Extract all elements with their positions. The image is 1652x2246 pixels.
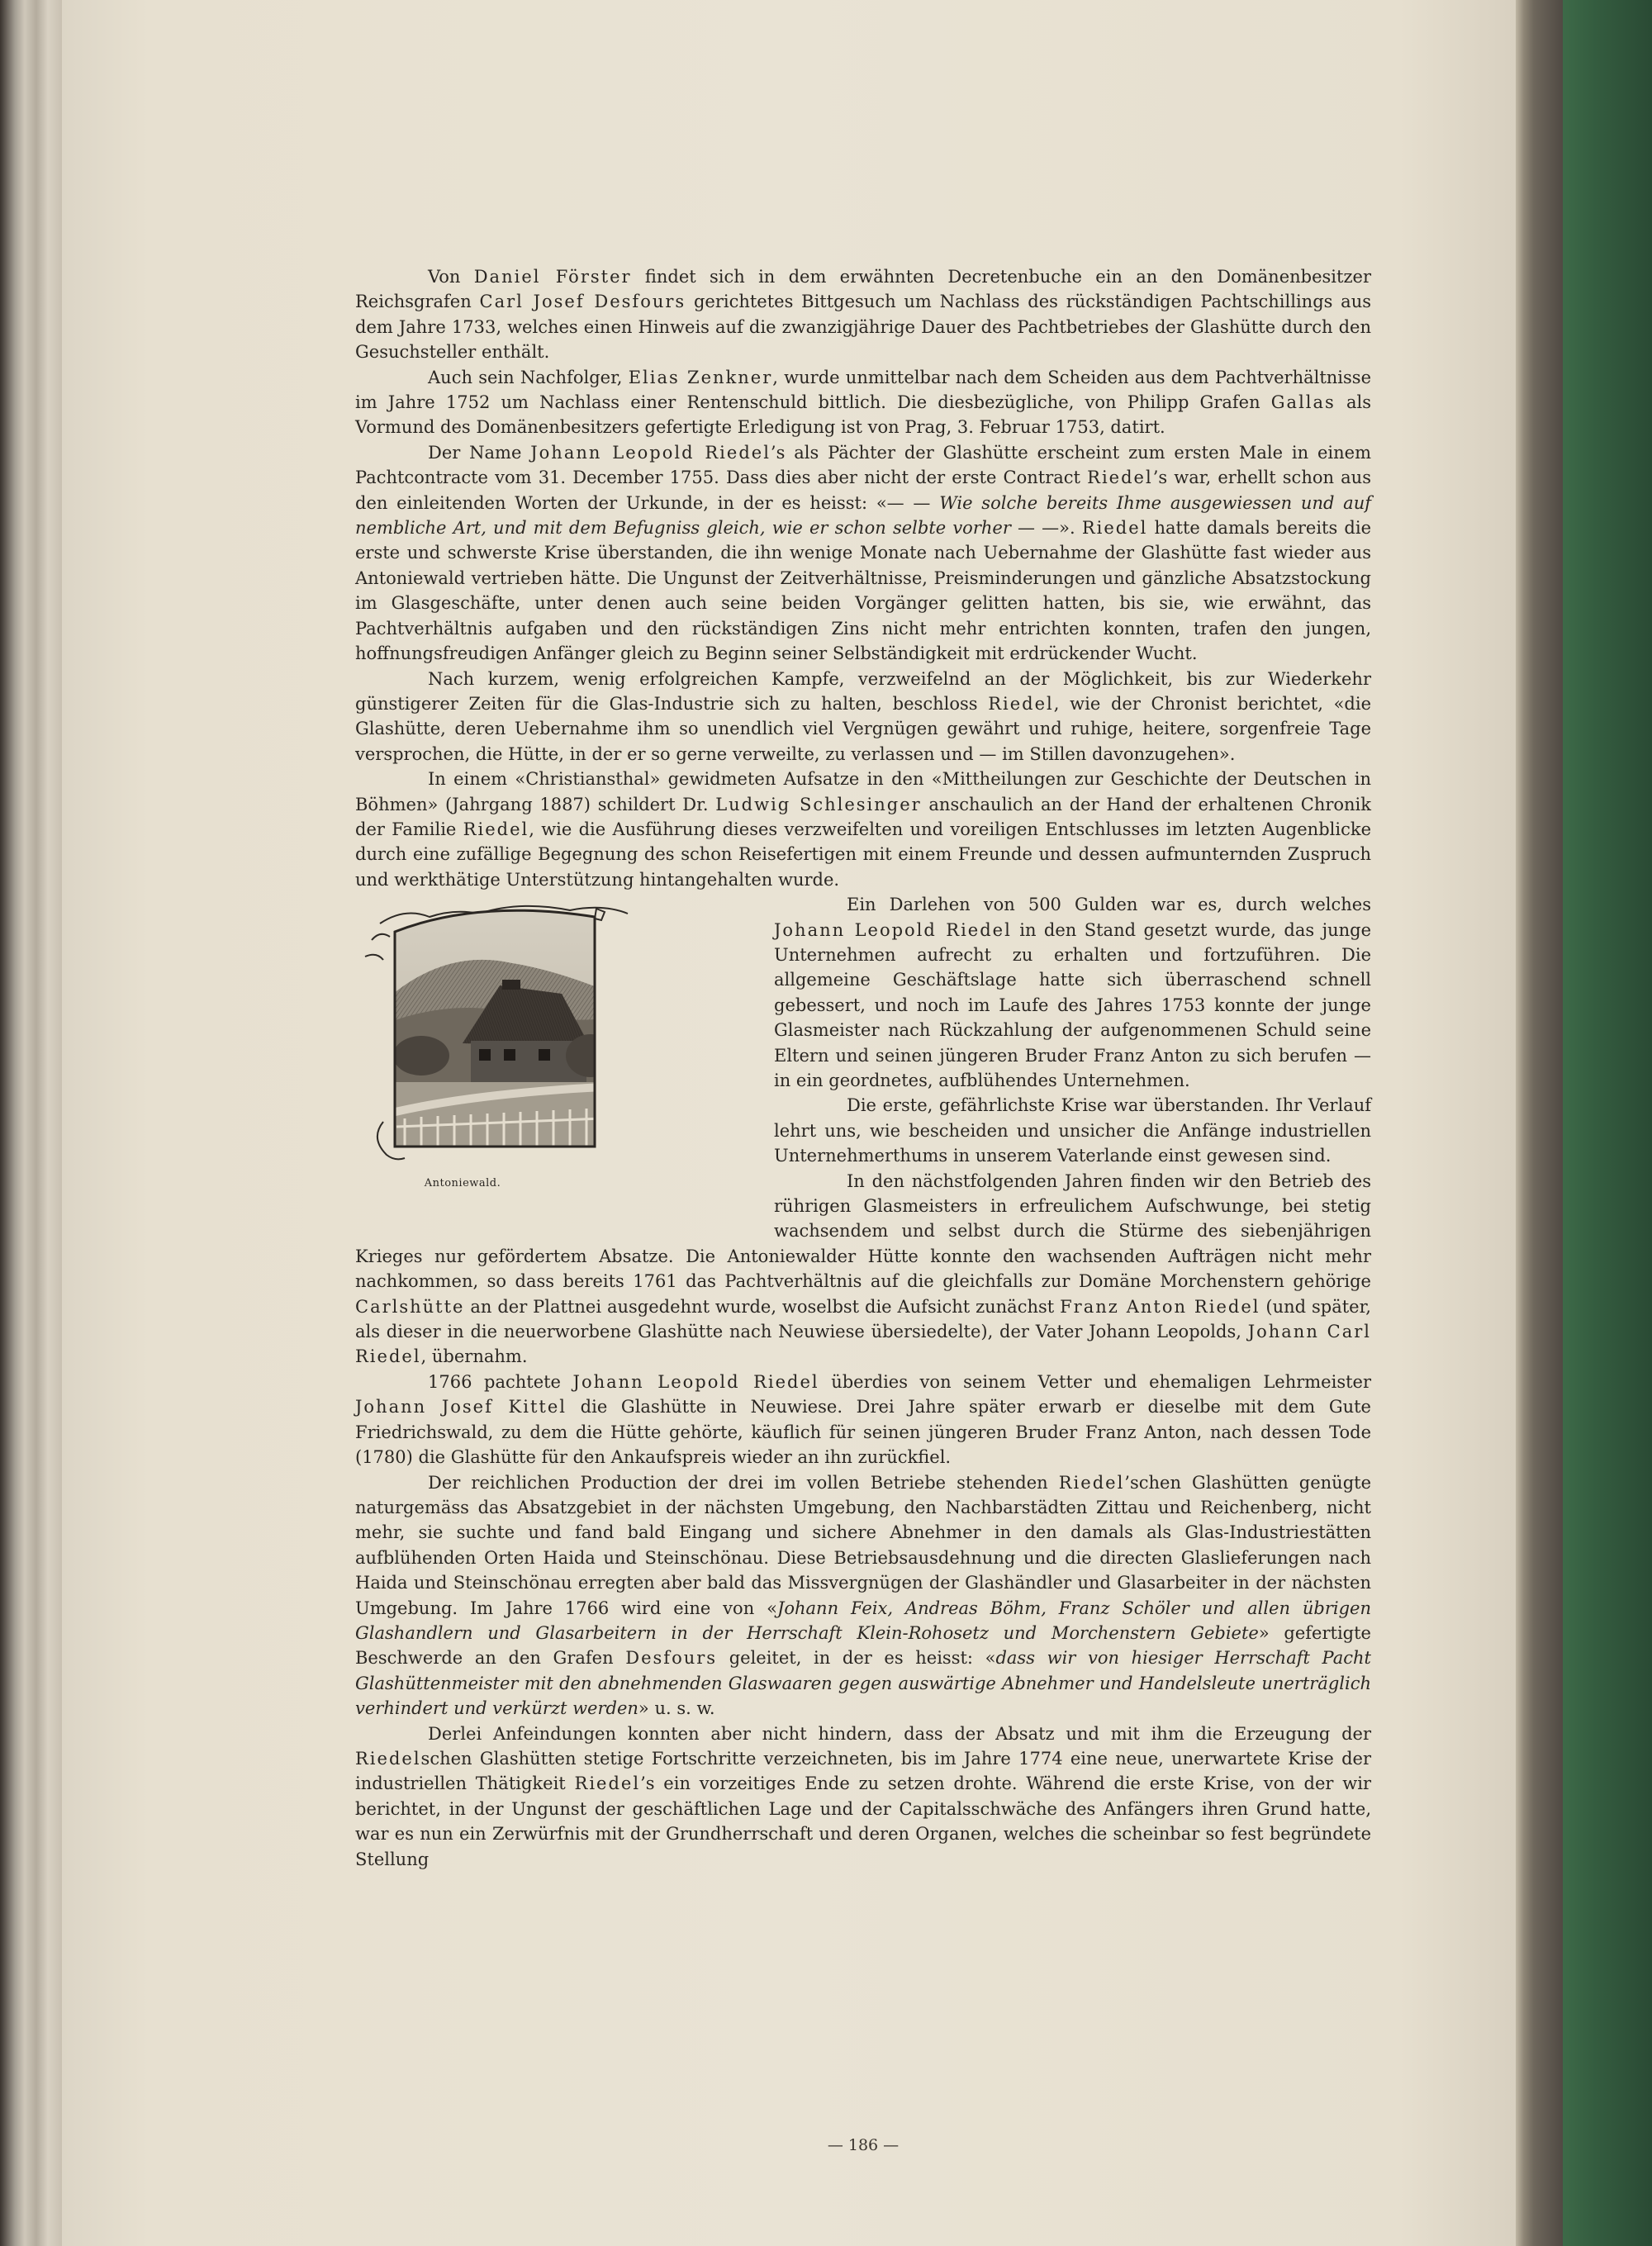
body-text bbox=[355, 264, 1371, 1872]
paragraph-9: 1766 pachtete Johann Leopold Riedel überdies von seinem Vetter und ehemaligen Lehrmeister Johann Josef Kittel die Glashütte in Neuwiese. Drei Jahre später erwarb er dieselbe mit dem Gute Friedrichswald, zu dem die Hütte gehörte, käuflich für seinen jüngeren Bruder Franz Anton, nach dessen Tode (1780) die Glashütte für den Ankaufspreis wieder an ihn zurückfiel. bbox=[355, 1371, 1371, 1468]
paragraph-10: Der reichlichen Production der drei im vollen Betriebe stehenden Riedel’schen Glashütten genügte naturgemäss das Absatzgebiet in der nächsten Umgebung, den Nachbarstädten Zittau und Reichenberg, nicht mehr, sie suchte und fand bald Eingang und sichere Abnehmer in den damals als Glas-Industriestätten aufblühenden Orten Haida und Steinschönau. Diese Betriebsausdehnung und die directen Glaslieferungen nach Haida und Steinschönau erregten aber bald das Missvergnügen der Glashändler und Glasarbeiter in der nächsten Umgebung. Im Jahre 1766 wird eine von «Johann Feix, Andreas Böhm, Franz Schöler und allen übrigen Glashandlern und Glasarbeitern in der Herrschaft Klein-Rohosetz und Morchenstern Gebiete» gefertigte Beschwerde an den Grafen Desfours geleitet, in der es heisst: «dass wir von hiesiger Herrschaft Pacht Glashüttenmeister mit den abnehmenden Glaswaaren gegen auswärtige Abnehmer und Handelsleute unerträglich verhindert und verkürzt werden» u. s. w. bbox=[355, 1472, 1371, 1719]
paragraph-5: In einem «Christiansthal» gewidmeten Aufsatze in den «Mittheilungen zur Geschichte der Deutschen in Böhmen» (Jahrgang 1887) schildert Dr. Ludwig Schlesinger anschaulich an der Hand der erhaltenen Chronik der Familie Riedel, wie die Ausführung dieses verzweifelten und voreiligen Entschlusses im letzten Augenblicke durch eine zufällige Begegnung des schon Reisefertigen mit einem Freunde und dessen aufmunternden Zuspruch und werkthätige Unterstützung hintangehalten wurde. bbox=[355, 769, 1371, 890]
paragraph-6: Ein Darlehen von 500 Gulden war es, durch welches Johann Leopold Riedel in den Stand gesetzt wurde, das junge Unternehmen aufrecht zu erhalten und fortzuführen. Die allgemeine Geschäftslage hatte sich überraschend schnell gebessert, und noch im Laufe des Jahres 1753 konnte der junge Glasmeister nach Rückzahlung der aufgenommenen Schuld seine Eltern und seinen jüngeren Bruder Franz Anton zu sich berufen — in ein geordnetes, aufblühendes Unternehmen. bbox=[774, 895, 1372, 1090]
paragraph-4: Nach kurzem, wenig erfolgreichen Kampfe, verzweifelnd an der Möglichkeit, bis zur Wiederkehr günstigerer Zeiten für die Glas-Industrie sich zu halten, beschloss Riedel, wie der Chronist berichtet, «die Glashütte, deren Uebernahme ihm so unendlich viel Vergnügen gewährt und ruhige, heitere, sorgenfreie Tage versprochen, die Hütte, in der er so gerne verweilte, zu verlassen und — im Stillen davonzugehen». bbox=[355, 668, 1371, 764]
paragraph-3: Der Name Johann Leopold Riedel’s als Pächter der Glashütte erscheint zum ersten Male in einem Pachtcontracte vom 31. December 1755. Dass dies aber nicht der erste Contract Riedel’s war, erhellt schon aus den einleitenden Worten der Urkunde, in der es heisst: «— — Wie solche bereits Ihme ausgewiessen und auf nembliche Art, und mit dem Befugniss gleich, wie er schon selbte vorher — —». Riedel hatte damals bereits die erste und schwerste Krise überstanden, die ihn wenige Monate nach Uebernahme der Glashütte fast wieder aus Antoniewald vertrieben hätte. Die Ungunst der Zeitverhältnisse, Preisminderungen und gänzliche Absatzstockung im Glasgeschäfte, unter denen auch seine beiden Vorgänger gelitten hatten, bis sie, wie erwähnt, das Pachtverhältnis aufgaben und den rückständigen Zins nicht mehr entrichten konnten, trafen den jungen, hoffnungsfreudigen Anfänger gleich zu Beginn seiner Selbständigkeit mit erdrückender Wucht. bbox=[355, 442, 1372, 664]
paragraph-11: Derlei Anfeindungen konnten aber nicht hindern, dass der Absatz und mit ihm die Erzeugung der Riedelschen Glashütten stetige Fortschritte verzeichneten, bis im Jahre 1774 eine neue, unerwartete Krise der industriellen Thätigkeit Riedel’s ein vorzeitiges Ende zu setzen drohte. Während die erste Krise, von der wir berichtet, in der Ungunst der geschäftlichen Lage und der Capitalsschwäche des Anfängers ihren Grund hatte, war es nun ein Zerwürfnis mit der Grundherrschaft und deren Organen, welches die scheinbar so fest begründete Stellung bbox=[355, 1723, 1371, 1869]
paragraph-1: Von Daniel Förster findet sich in dem erwähnten Decretenbuche ein an den Domänenbesitzer Reichsgrafen Carl Josef Desfours gerichtetes Bittgesuch um Nachlass des rückständigen Pachtschillings aus dem Jahre 1733, welches einen Hinweis auf die zwanzigjährige Dauer des Pachtbetriebes der Glashütte durch den Gesuchsteller enthält. bbox=[355, 267, 1371, 363]
book-page-edges bbox=[0, 0, 62, 2246]
figure-caption: Antoniewald. bbox=[424, 1177, 501, 1190]
paragraph-2: Auch sein Nachfolger, Elias Zenkner, wurde unmittelbar nach dem Scheiden aus dem Pachtverhältnisse im Jahre 1752 um Nachlass einer Rentenschuld bittlich. Die diesbezügliche, von Philipp Grafen Gallas als Vormund des Domänenbesitzers gefertigte Erledigung ist von Prag, 3. Februar 1753, datirt. bbox=[355, 367, 1371, 438]
paragraph-7: Die erste, gefährlichste Krise war überstanden. Ihr Verlauf lehrt uns, wie bescheiden und unsicher die Anfänge industriellen Unternehmerthums in unserem Vaterlande einst gewesen sind. bbox=[774, 1095, 1371, 1166]
page-number: — 186 — bbox=[827, 2136, 900, 2154]
paragraph-8: In den nächstfolgenden Jahren finden wir den Betrieb des rührigen Glasmeisters in erfreulichem Aufschwunge, bei stetig wachsendem und selbst durch die Stürme des siebenjährigen Krieges nur gefördertem Absatze. Die Antoniewalder Hütte konnte den wachsenden Aufträgen nicht mehr nachkommen, so dass bereits 1761 das Pachtverhältnis auf die gleichfalls zur Domäne Morchenstern gehörige Carlshütte an der Plattnei ausgedehnt wurde, woselbst die Aufsicht zunächst Franz Anton Riedel (und später, als dieser in die neuerworbene Glashütte nach Neuwiese übersiedelte), der Vater Johann Leopolds, Johann Carl Riedel, übernahm. bbox=[355, 1170, 1371, 1367]
book-binding bbox=[1563, 0, 1652, 2246]
antoniewald-engraving bbox=[355, 899, 756, 1171]
antoniewald-illustration bbox=[355, 899, 756, 1223]
